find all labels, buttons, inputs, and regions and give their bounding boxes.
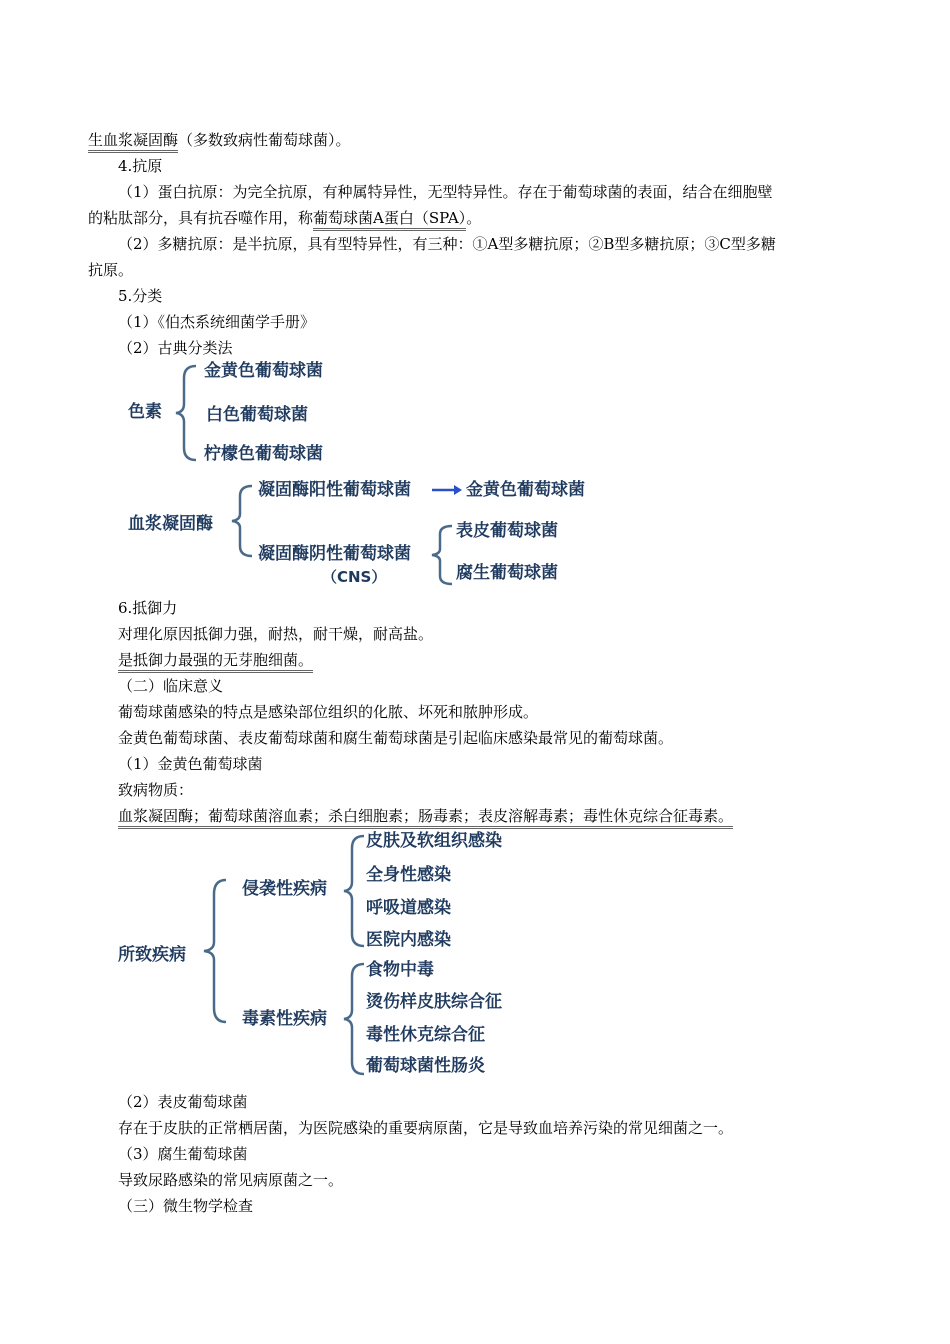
diagram-item: 葡萄球菌性肠炎 (366, 1056, 485, 1076)
diagram-root: 所致疾病 (118, 945, 186, 965)
section-heading: 6.抵御力 (118, 599, 178, 617)
diagram-item: 腐生葡萄球菌 (456, 563, 558, 583)
diagram-item: 柠檬色葡萄球菌 (204, 444, 323, 464)
section-heading: （二）临床意义 (118, 677, 224, 695)
diagram-item: 呼吸道感染 (366, 898, 451, 918)
paragraph-line: （1）《伯杰系统细菌学手册》 (118, 313, 316, 331)
coagulase-positive-label: 凝固酶阳性葡萄球菌 (258, 480, 411, 500)
text-fragment: 。 (466, 209, 482, 227)
brace-icon (200, 878, 230, 1024)
text-fragment: 的粘肽部分，具有抗吞噬作用，称 (88, 209, 314, 227)
paragraph-line (88, 208, 481, 228)
paragraph-line: （2）古典分类法 (118, 339, 233, 357)
text-line (88, 130, 351, 150)
paragraph-line: （1）蛋白抗原：为完全抗原，有种属特异性，无型特异性。存在于葡萄球菌的表面，结合在细胞壁 (118, 183, 773, 201)
paragraph-line: 致病物质： (118, 781, 194, 799)
diagram-item: 食物中毒 (366, 960, 434, 980)
diagram-item: 皮肤及软组织感染 (366, 831, 502, 851)
paragraph-line: 金黄色葡萄球菌、表皮葡萄球菌和腐生葡萄球菌是引起临床感染最常见的葡萄球菌。 (118, 729, 674, 747)
paragraph-line (118, 806, 733, 826)
underlined-term: 是抵御力最强的无芽胞细菌。 (118, 651, 313, 673)
underlined-term: 葡萄球菌A蛋白（SPA） (313, 209, 466, 231)
section-heading: （3）腐生葡萄球菌 (118, 1145, 248, 1163)
diagram-item: 烫伤样皮肤综合征 (366, 992, 502, 1012)
cns-abbreviation: （CNS） (322, 568, 387, 586)
diagram-item: 全身性感染 (366, 865, 451, 885)
diagram-root: 血浆凝固酶 (128, 514, 213, 534)
diagram-item: 表皮葡萄球菌 (456, 521, 558, 541)
underlined-term: 生血浆凝固酶 (88, 131, 178, 153)
paragraph-line (118, 650, 313, 670)
diagram-item: 白色葡萄球菌 (206, 405, 308, 425)
section-heading: （三）微生物学检查 (118, 1197, 254, 1215)
coagulase-positive-result: 金黄色葡萄球菌 (466, 480, 585, 500)
section-heading: （1）金黄色葡萄球菌 (118, 755, 263, 773)
section-heading: 4.抗原 (118, 157, 163, 175)
paragraph-line: （2）多糖抗原：是半抗原，具有型特异性，有三种：①A型多糖抗原；②B型多糖抗原；③C型多糖 (118, 235, 776, 253)
paragraph-line: 存在于皮肤的正常栖居菌，为医院感染的重要病原菌，它是导致血培养污染的常见细菌之一。 (118, 1119, 734, 1137)
underlined-term: 血浆凝固酶；葡萄球菌溶血素；杀白细胞素；肠毒素；表皮溶解毒素；毒性休克综合征毒素。 (118, 807, 733, 829)
section-heading: （2）表皮葡萄球菌 (118, 1093, 248, 1111)
paragraph-line: 对理化原因抵御力强，耐热，耐干燥，耐高盐。 (118, 625, 434, 643)
brace-icon (428, 524, 458, 586)
diagram-item: 金黄色葡萄球菌 (204, 361, 323, 381)
paragraph-line: 导致尿路感染的常见病原菌之一。 (118, 1171, 344, 1189)
diagram-item: 医院内感染 (366, 930, 451, 950)
section-heading: 5.分类 (118, 287, 163, 305)
text-fragment: （多数致病性葡萄球菌）。 (178, 131, 351, 149)
diagram-root: 色素 (128, 402, 162, 422)
diagram-item: 毒性休克综合征 (366, 1025, 485, 1045)
paragraph-line: 葡萄球菌感染的特点是感染部位组织的化脓、坏死和脓肿形成。 (118, 703, 539, 721)
paragraph-line: 抗原。 (88, 261, 134, 279)
brace-icon (172, 364, 202, 462)
invasive-disease-label: 侵袭性疾病 (242, 879, 327, 899)
coagulase-negative-label: 凝固酶阴性葡萄球菌 (258, 544, 411, 564)
arrow-right-icon (430, 482, 464, 498)
brace-icon (228, 484, 258, 558)
toxin-disease-label: 毒素性疾病 (242, 1009, 327, 1029)
